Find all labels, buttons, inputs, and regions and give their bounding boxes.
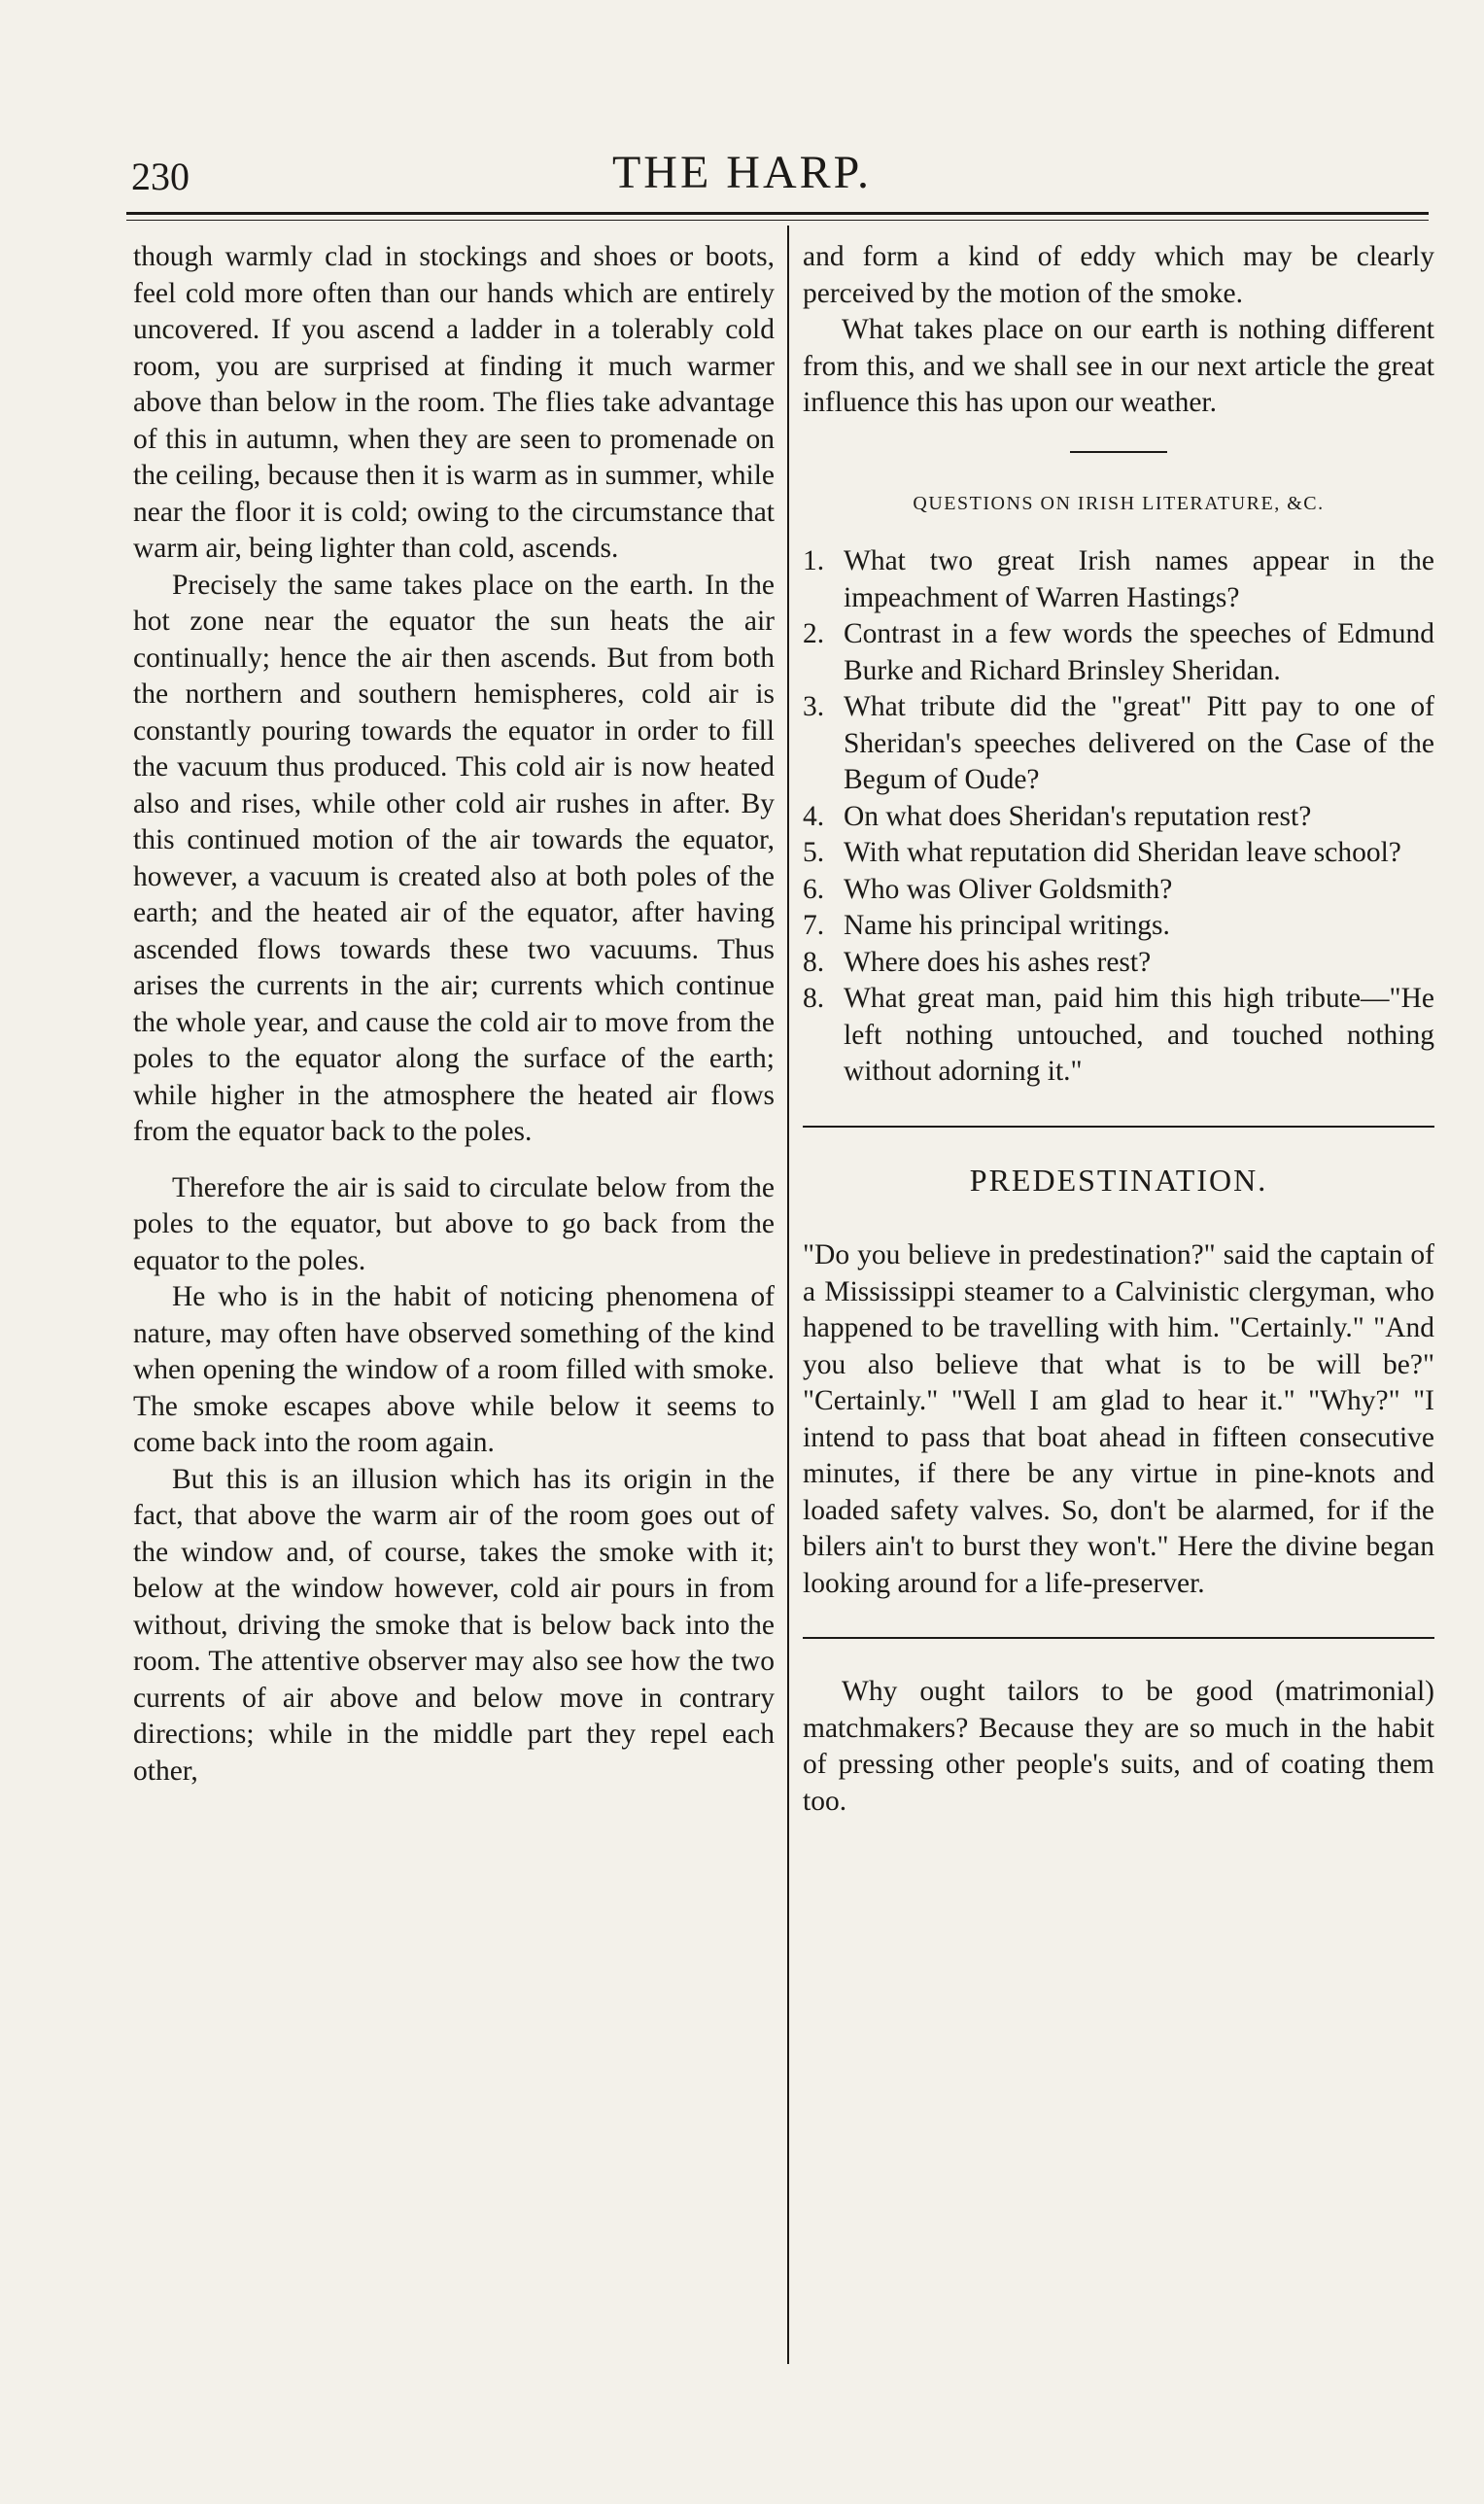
paragraph: What takes place on our earth is nothing different from this, and we shall see in our next article the great influence this has upon our weather. (803, 314, 1434, 418)
paragraph: Why ought tailors to be good (matrimonial) matchmakers? Because they are so much in the habit of pressing other people's suits, and of coating them too. (803, 1676, 1434, 1817)
question-number: 6. (803, 873, 825, 905)
question-item (803, 872, 1434, 909)
paragraph: But this is an illusion which has its origin in the fact, that above the warm air of the room goes out of the window and, of course, takes the smoke with it; below at the window however, cold air pours in from without, driving the smoke that is below back into the room. The attentive observer may also see how the two currents of air above and below move in contrary directions; while in the middle part they repel each other, (133, 1463, 775, 1787)
question-text: What tribute did the "great" Pitt pay to one of Sheridan's speeches delivered on the Case of the Begum of Oude? (844, 691, 1434, 795)
question-item (803, 543, 1434, 616)
question-number: 8. (803, 946, 825, 978)
questions-heading: QUESTIONS ON IRISH LITERATURE, &C. (913, 492, 1325, 514)
section-divider (803, 1637, 1434, 1639)
question-text: Contrast in a few words the speeches of Edmund Burke and Richard Brinsley Sheridan. (844, 618, 1434, 686)
paragraph: Precisely the same takes place on the earth. In the hot zone near the equator the sun heats the air continually; hence the air then ascends. But from both the northern and southern hemispheres, cold air is constantly pouring towards the equator in order to fill the vacuum thus produced. This cold air is now heated also and rises, while other cold air rushes in after. By this continued motion of the air towards the equator, however, a vacuum is created also at both poles of the earth; and the heated air of the equator, after having ascended flows towards these two vacuums. Thus arises the currents in the air; currents which continue the whole year, and cause the cold air to move from the poles to the equator along the surface of the earth; while higher in the atmosphere the heated air flows from the equator back to the poles. (133, 569, 775, 1147)
column-divider (787, 226, 789, 2364)
question-number: 8. (803, 983, 825, 1014)
page-title: THE HARP. (611, 147, 873, 198)
question-number: 2. (803, 618, 825, 649)
question-text: With what reputation did Sheridan leave school? (844, 837, 1401, 868)
question-number: 7. (803, 910, 825, 941)
question-item (803, 835, 1434, 872)
section-title: PREDESTINATION. (969, 1162, 1268, 1198)
question-item (803, 689, 1434, 799)
page-number: 230 (131, 155, 190, 198)
paragraph: though warmly clad in stockings and shoes or boots, feel cold more often than our hands which are entirely uncovered. If you ascend a ladder in a tolerably cold room, you are surprised at finding it much warmer above than below in the room. The flies take advantage of this in autumn, when they are seen to promenade on the ceiling, because then it is warm as in summer, while near the floor it is cold; owing to the circumstance that warm air, being lighter than cold, ascends. (133, 241, 775, 564)
question-number: 5. (803, 837, 825, 868)
question-text: Who was Oliver Goldsmith? (844, 873, 1173, 905)
question-item (803, 616, 1434, 689)
section-divider (803, 1126, 1434, 1128)
header-rule-thin (126, 220, 1429, 221)
questions-list (803, 543, 1434, 1091)
question-item (803, 945, 1434, 982)
header-rule (126, 212, 1429, 215)
paragraph: "Do you believe in predestination?" said the captain of a Mississippi steamer to a Calvinistic clergyman, who happened to be travelling with him. "Certainly." "And you also believe that what is to be will be?" "Certainly." "Well I am glad to hear it." "Why?" "I intend to pass that boat ahead in fifteen consecutive minutes, if there be any virtue in pine-knots and loaded safety valves. So, don't be alarmed, for if the bilers ain't to burst they won't." Here the divine began looking around for a life-preserver. (803, 1239, 1434, 1599)
question-number: 1. (803, 545, 825, 576)
question-text: On what does Sheridan's reputation rest? (844, 800, 1312, 832)
question-number: 4. (803, 800, 825, 832)
question-item (803, 799, 1434, 836)
question-text: Name his principal writings. (844, 910, 1170, 941)
paragraph: Therefore the air is said to circulate below from the poles to the equator, but above to go back from the equator to the poles. (133, 1171, 775, 1276)
left-column (133, 239, 775, 1790)
question-text: What great man, paid him this high tribute—"He left nothing untouched, and touched nothing without adorning it." (844, 983, 1434, 1087)
question-item (803, 981, 1434, 1091)
question-item (803, 908, 1434, 945)
question-text: Where does his ashes rest? (844, 946, 1152, 978)
question-text: What two great Irish names appear in the impeachment of Warren Hastings? (844, 545, 1434, 613)
paragraph: He who is in the habit of noticing phenomena of nature, may often have observed something of the kind when opening the window of a room filled with smoke. The smoke escapes above while below it seems to come back into the room again. (133, 1281, 775, 1458)
section-divider (1070, 451, 1167, 453)
question-number: 3. (803, 691, 825, 722)
paragraph: and form a kind of eddy which may be clearly perceived by the motion of the smoke. (803, 241, 1434, 309)
right-column (803, 239, 1434, 1820)
